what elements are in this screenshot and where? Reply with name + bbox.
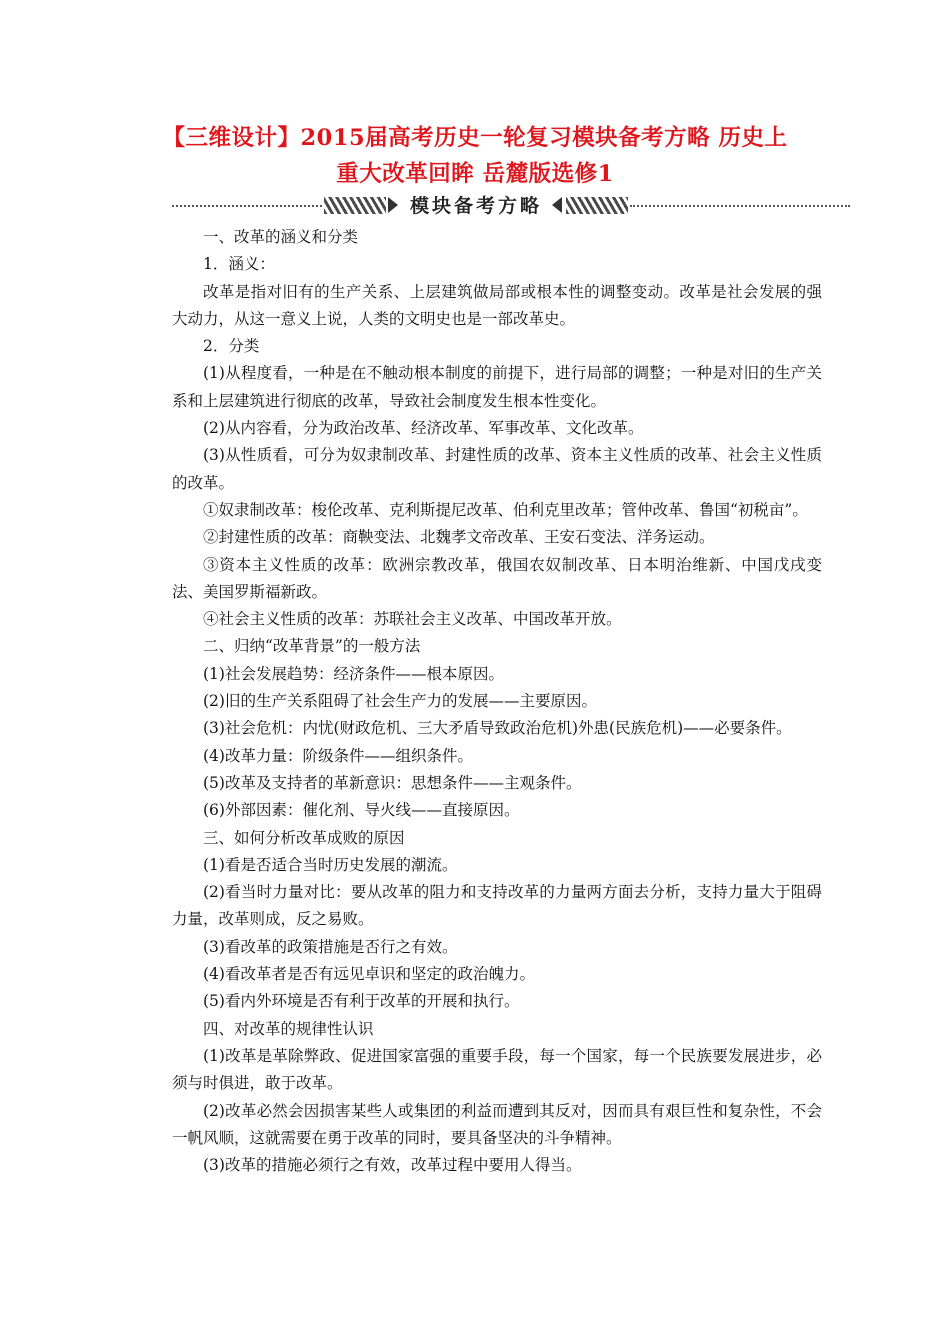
paragraph: (1)改革是革除弊政、促进国家富强的重要手段，每一个国家，每一个民族要发展进步，必须与时俱进，敢于改革。 <box>172 1046 822 1093</box>
paragraph: (2)旧的生产关系阻碍了社会生产力的发展——主要原因。 <box>203 692 597 711</box>
paragraph: 2．分类 <box>203 337 260 356</box>
paragraph: (3)改革的措施必须行之有效，改革过程中要用人得当。 <box>203 1156 582 1175</box>
paragraph: (3)从性质看，可分为奴隶制改革、封建性质的改革、资本主义性质的改革、社会主义性质的改革。 <box>172 446 822 492</box>
document-title-line-2: 重大改革回眸 岳麓版选修1 <box>336 161 614 187</box>
paragraph: (4)看改革者是否有远见卓识和坚定的政治魄力。 <box>203 965 535 984</box>
paragraph: ①奴隶制改革：梭伦改革、克利斯提尼改革、伯利克里改革；管仲改革、鲁国“初税亩”。 <box>203 500 808 519</box>
section-heading: 一、改革的涵义和分类 <box>203 228 359 246</box>
paragraph: (1)社会发展趋势：经济条件——根本原因。 <box>203 664 504 683</box>
dotted-rule-right <box>630 205 850 207</box>
arrow-left-icon <box>552 197 562 213</box>
paragraph: (3)看改革的政策措施是否行之有效。 <box>203 937 458 956</box>
paragraph: (3)社会危机：内忧(财政危机、三大矛盾导致政治危机)外患(民族危机)——必要条件。 <box>203 719 792 738</box>
arrow-right-icon <box>388 197 398 213</box>
section-banner <box>172 192 850 220</box>
section-heading: 三、如何分析改革成败的原因 <box>203 828 405 847</box>
paragraph: (5)改革及支持者的革新意识：思想条件——主观条件。 <box>203 773 582 792</box>
paragraph: ③资本主义性质的改革：欧洲宗教改革，俄国农奴制改革、日本明治维新、中国戊戌变法、美国罗斯福新政。 <box>172 555 822 601</box>
dotted-rule-left <box>172 205 322 207</box>
hatch-decoration-left <box>324 197 386 214</box>
document-body <box>172 224 822 1179</box>
section-heading: 四、对改革的规律性认识 <box>203 1019 374 1038</box>
paragraph: (1)看是否适合当时历史发展的潮流。 <box>203 855 458 874</box>
section-heading: 二、归纳“改革背景”的一般方法 <box>203 637 421 656</box>
paragraph: (5)看内外环境是否有利于改革的开展和执行。 <box>203 992 520 1011</box>
hatch-decoration-right <box>566 197 628 214</box>
paragraph: (4)改革力量：阶级条件——组织条件。 <box>203 746 473 765</box>
paragraph: (2)从内容看，分为政治改革、经济改革、军事改革、文化改革。 <box>203 419 644 438</box>
paragraph: 1．涵义： <box>203 255 275 274</box>
paragraph: ④社会主义性质的改革：苏联社会主义改革、中国改革开放。 <box>203 610 622 629</box>
document-title-line-1: 【三维设计】2015届高考历史一轮复习模块备考方略 历史上 <box>162 125 788 151</box>
paragraph: (6)外部因素：催化剂、导火线——直接原因。 <box>203 801 520 820</box>
banner-label: 模块备考方略 <box>409 195 542 217</box>
paragraph: 改革是指对旧有的生产关系、上层建筑做局部或根本性的调整变动。改革是社会发展的强大动力，从这一意义上说，人类的文明史也是一部改革史。 <box>172 282 822 328</box>
paragraph: (1)从程度看，一种是在不触动根本制度的前提下，进行局部的调整；一种是对旧的生产关系和上层建筑进行彻底的改革，导致社会制度发生根本性变化。 <box>172 364 822 410</box>
paragraph: (2)改革必然会因损害某些人或集团的利益而遭到其反对，因而具有艰巨性和复杂性，不会一帆风顺，这就需要在勇于改革的同时，要具备坚决的斗争精神。 <box>172 1101 822 1147</box>
paragraph: ②封建性质的改革：商鞅变法、北魏孝文帝改革、王安石变法、洋务运动。 <box>203 528 715 547</box>
paragraph: (2)看当时力量对比：要从改革的阻力和支持改革的力量两方面去分析，支持力量大于阻碍力量，改革则成，反之易败。 <box>172 883 822 929</box>
